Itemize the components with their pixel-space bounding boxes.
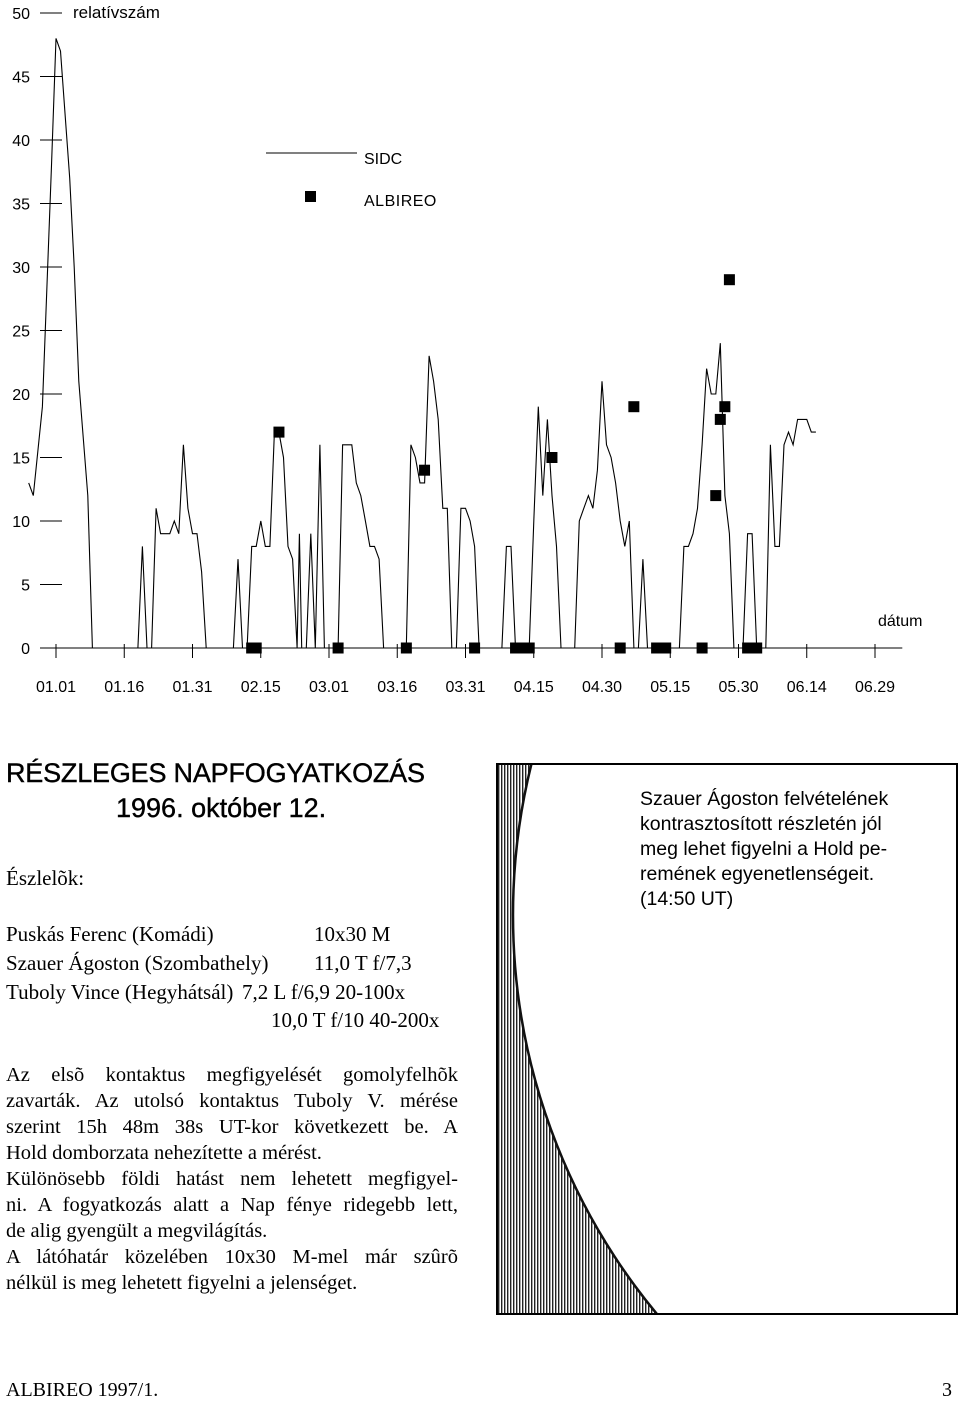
body-line: szerint 15h 48m 38s UT-kor következett be. A xyxy=(6,1116,458,1138)
caption-line: remének egyenetlenségeit. xyxy=(640,863,875,885)
y-tick-label: 10 xyxy=(12,514,30,531)
y-tick-label: 25 xyxy=(12,323,30,341)
albireo-marker xyxy=(697,643,708,654)
chart-legend xyxy=(266,151,437,210)
y-tick-label: 40 xyxy=(12,133,30,150)
x-tick-label: 06.29 xyxy=(854,679,896,696)
observers-label: Észlelõk: xyxy=(6,866,85,890)
y-tick-label: 50 xyxy=(12,6,30,23)
albireo-marker xyxy=(751,643,762,654)
y-tick-label: 15 xyxy=(12,450,30,468)
y-tick-label: 5 xyxy=(21,577,30,595)
body-line: Hold domborzata nehezítette a mérést. xyxy=(6,1142,322,1164)
albireo-marker xyxy=(546,452,557,463)
albireo-marker xyxy=(719,401,730,412)
x-tick-label: 03.16 xyxy=(377,679,418,696)
x-tick-label: 03.31 xyxy=(445,679,486,696)
legend-albireo-marker xyxy=(305,191,316,202)
article-date: 1996. október 12. xyxy=(116,793,327,823)
body-line: A látóhatár közelében 10x30 M-mel már szûrõ xyxy=(6,1246,458,1268)
albireo-marker xyxy=(715,414,726,425)
observer-equipment: 7,2 L f/6,9 20-100x xyxy=(242,980,406,1004)
sidc-line xyxy=(29,38,816,648)
x-tick-label: 04.30 xyxy=(581,679,623,696)
albireo-marker xyxy=(724,274,735,285)
sidc-series xyxy=(29,38,816,648)
legend-sidc-label: SIDC xyxy=(364,151,403,168)
y-tick-label: 0 xyxy=(21,641,30,658)
page-number: 3 xyxy=(942,1379,952,1401)
albireo-marker xyxy=(401,643,412,654)
y-axis-label: relatívszám xyxy=(73,3,160,22)
x-tick-label: 01.01 xyxy=(35,679,77,696)
albireo-marker xyxy=(615,643,626,654)
body-line: Különösebb földi hatást nem lehetett megfigyel- xyxy=(6,1168,458,1190)
albireo-marker xyxy=(628,401,639,412)
y-tick-label: 30 xyxy=(12,260,30,277)
body-line: nélkül is meg lehetett figyelni a jelenséget. xyxy=(6,1272,358,1294)
albireo-marker xyxy=(524,643,535,654)
observer-equipment: 10,0 T f/10 40-200x xyxy=(271,1008,440,1032)
x-tick-label: 05.15 xyxy=(650,679,691,696)
body-line: de alig gyengült a megvilágítás. xyxy=(6,1220,268,1242)
albireo-marker xyxy=(251,643,262,654)
body-line: Az elsõ kontaktus megfigyelését gomolyfelhõk xyxy=(6,1064,458,1086)
albireo-marker xyxy=(273,427,284,438)
y-tick-label: 20 xyxy=(12,387,30,404)
y-tick-label: 35 xyxy=(12,196,30,214)
x-tick-label: 04.15 xyxy=(513,679,554,696)
observer-name: Szauer Ágoston (Szombathely) xyxy=(6,951,269,975)
observer-equipment: 10x30 M xyxy=(314,922,391,946)
article-title: RÉSZLEGES NAPFOGYATKOZÁS xyxy=(6,758,425,788)
caption-line: Szauer Ágoston felvételének xyxy=(640,788,889,810)
body-line: ni. A fogyatkozás alatt a Nap fénye ridegebb lett, xyxy=(6,1194,458,1216)
x-axis-label: dátum xyxy=(878,613,923,630)
x-tick-label: 05.30 xyxy=(718,679,759,696)
albireo-marker xyxy=(419,465,430,476)
footer-publication: ALBIREO 1997/1. xyxy=(6,1379,159,1401)
photo-caption xyxy=(640,787,888,912)
caption-line: kontrasztosított részletén jól xyxy=(640,813,882,835)
legend-albireo-label: ALBIREO xyxy=(364,193,437,210)
observer-name: Puskás Ferenc (Komádi) xyxy=(6,922,214,946)
x-tick-label: 01.16 xyxy=(104,679,145,696)
observer-equipment: 11,0 T f/7,3 xyxy=(314,951,412,975)
x-tick-label: 02.15 xyxy=(240,679,281,696)
caption-line: meg lehet figyelni a Hold pe- xyxy=(640,838,888,860)
y-axis xyxy=(12,6,62,658)
x-tick-label: 01.31 xyxy=(172,679,213,696)
body-line: zavarták. Az utolsó kontaktus Tuboly V. mérése xyxy=(6,1090,458,1112)
albireo-marker xyxy=(710,490,721,501)
albireo-marker xyxy=(469,643,480,654)
x-tick-label: 06.14 xyxy=(786,679,827,696)
y-tick-label: 45 xyxy=(12,69,30,87)
albireo-marker xyxy=(333,643,344,654)
caption-line: (14:50 UT) xyxy=(640,888,734,910)
article-body xyxy=(6,1062,458,1296)
x-tick-label: 03.01 xyxy=(308,679,350,696)
observer-name: Tuboly Vince (Hegyhátsál) xyxy=(6,980,234,1004)
albireo-marker xyxy=(660,643,671,654)
